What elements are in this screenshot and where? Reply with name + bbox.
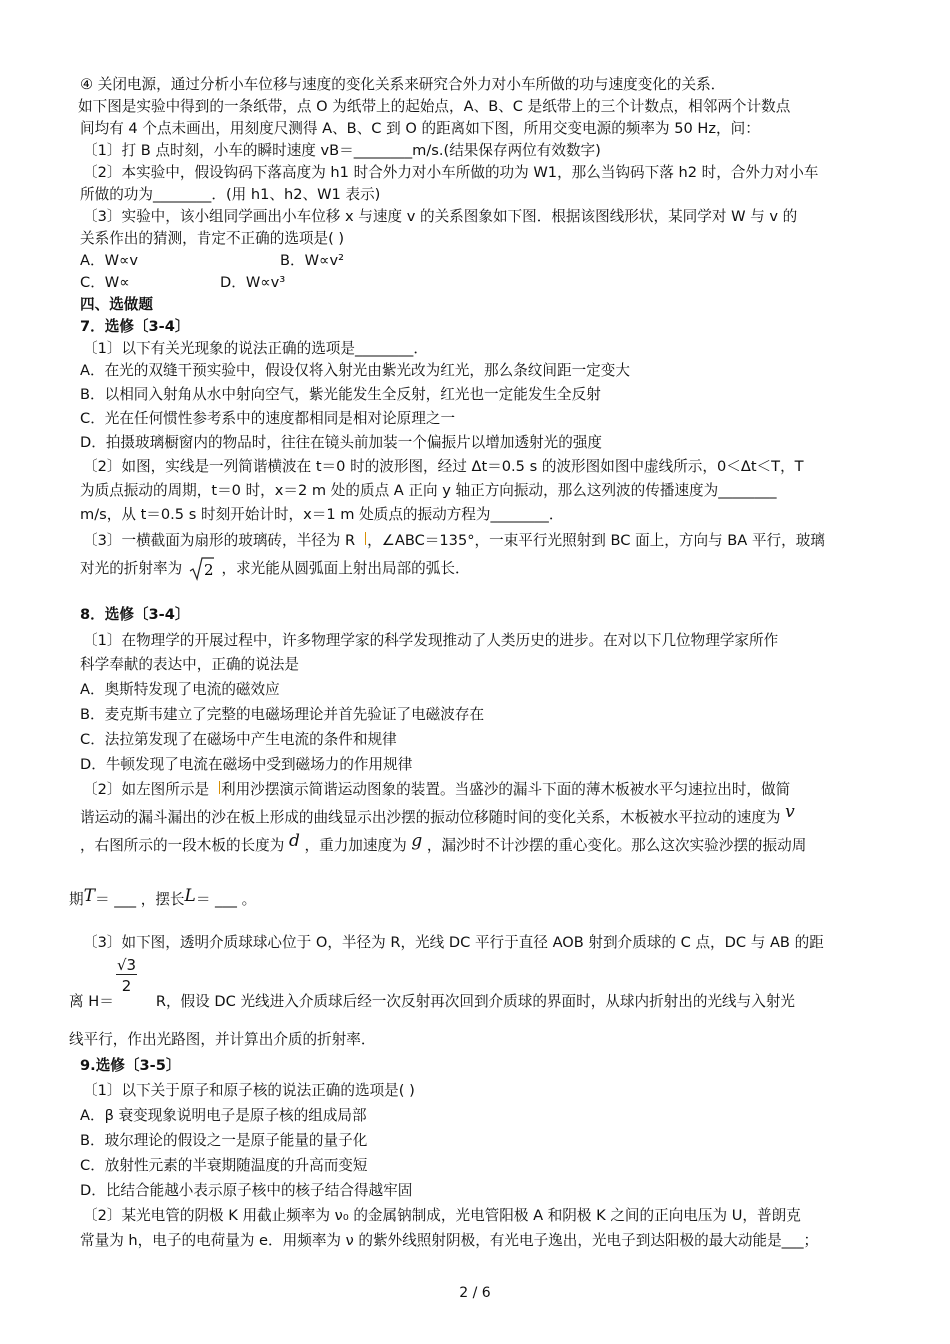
q8-1-option-d: D．牛顿发现了电流在磁场中受到磁场力的作用规律 xyxy=(80,756,413,773)
q8-2-text-g: 期 xyxy=(69,891,84,908)
symbol-L: L xyxy=(184,886,196,906)
q8-1-option-c: C．法拉第发现了在磁场中产生电流的条件和规律 xyxy=(80,731,397,748)
q8-1-option-b: B．麦克斯韦建立了完整的电磁场理论并首先验证了电磁波存在 xyxy=(80,706,485,723)
q8-3-stem: 〔3〕如下图，透明介质球球心位于 O，半径为 R，光线 DC 平行于直径 AOB 射到介质球的 C 点，DC 与 AB 的距 xyxy=(83,934,824,951)
q7-1-option-c: C．光在任何惯性参考系中的速度都相同是相对论原理之一 xyxy=(80,410,456,427)
q7-3-text-a: 〔3〕一横截面为扇形的玻璃砖，半径为 R xyxy=(83,532,356,549)
page-number: 2 / 6 xyxy=(459,1285,491,1301)
symbol-T: T xyxy=(83,886,95,906)
equals-1: ＝ xyxy=(94,891,110,908)
q7-3-text-b: ，∠ABC＝135°，一束平行光照射到 BC 面上，方向与 BA 平行，玻璃 xyxy=(367,532,825,549)
q7-2-stem-2: 为质点振动的周期，t＝0 时，x＝2 m 处的质点 A 正向 y 轴正方向振动，那么这列波的传播速度为________ xyxy=(80,482,777,499)
cursor-mark-icon xyxy=(355,530,367,552)
question-9-title: 9.选修〔3-5〕 xyxy=(80,1057,181,1074)
sqrt-2-symbol xyxy=(189,556,215,582)
q8-2-text-f: ，漏沙时不计沙摆的重心变化。那么这次实验沙摆的振动周 xyxy=(426,837,807,854)
option-a: A．W∝v xyxy=(80,252,139,269)
options-cd xyxy=(80,272,885,294)
fraction-denominator: 2 xyxy=(121,977,132,995)
equals-2: ＝ xyxy=(195,891,211,908)
option-d: D．W∝v³ xyxy=(220,274,286,291)
q9-1-stem: 〔1〕以下关于原子和原子核的说法正确的选项是( ) xyxy=(83,1082,415,1099)
q8-3-stem-3: 线平行，作出光路图，并计算出介质的折射率． xyxy=(69,1031,376,1048)
q7-1-stem: 〔1〕以下有关光现象的说法正确的选项是________． xyxy=(83,340,428,357)
q7-3-text-d: ，求光能从圆弧面上射出局部的弧长． xyxy=(221,560,470,577)
q8-3-text-b: R，假设 DC 光线进入介质球后经一次反射再次回到介质球的界面时，从球内折射出的光线与入射光 xyxy=(155,993,796,1010)
paper-tape-intro: 如下图是实验中得到的一条纸带，点 O 为纸带上的起始点，A、B、C 是纸带上的三个计数点，相邻两个计数点 xyxy=(78,98,791,115)
symbol-v: v xyxy=(785,802,795,822)
q2-work: 〔2〕本实验中，假设钩码下落高度为 h1 时合外力对小车所做的功为 W1，那么当钩码下落 h2 时，合外力对小车 xyxy=(83,164,819,181)
q7-1-option-d: D．拍摄玻璃橱窗内的物品时，往往在镜头前加装一个偏振片以增加透射光的强度 xyxy=(80,434,603,451)
q8-2-answer-line xyxy=(69,888,874,911)
question-7-title: 7．选修〔3-4〕 xyxy=(80,318,190,335)
q3-graph-2: 关系作出的猜测，肯定不正确的选项是( ) xyxy=(80,230,345,247)
q7-3-text-c: 对光的折射率为 xyxy=(80,560,183,577)
q9-1-option-c: C．放射性元素的半衰期随温度的升高而变短 xyxy=(80,1157,368,1174)
q8-2-text-b: 利用沙摆演示简谐运动图象的装置。当盛沙的漏斗下面的薄木板被水平匀速拉出时，做简 xyxy=(221,781,791,798)
q8-2-stem-2 xyxy=(80,802,885,829)
fraction-numerator: √3 xyxy=(117,956,137,974)
symbol-g: g xyxy=(411,831,423,851)
q8-2-text-h: ___ ，摆长 xyxy=(109,891,185,908)
sqrt-2-radicand: 2 xyxy=(203,561,214,579)
q8-2-stem-3 xyxy=(80,831,885,857)
q9-1-option-a: A．β 衰变现象说明电子是原子核的组成局部 xyxy=(80,1107,367,1124)
q7-1-option-a: A．在光的双缝干预实验中，假设仅将入射光由紫光改为红光，那么条纹间距一定变大 xyxy=(80,362,630,379)
q9-2-stem-2: 常量为 h，电子的电荷量为 e．用频率为 ν 的紫外线照射阴极，有光电子逸出，光电子到达阳极的最大动能是___； xyxy=(80,1232,819,1249)
option-b: B．W∝v² xyxy=(280,252,344,269)
options-ab xyxy=(80,250,885,272)
q7-3-stem xyxy=(83,530,888,552)
question-8-title: 8．选修〔3-4〕 xyxy=(80,606,190,623)
q8-2-text-c: 谐运动的漏斗漏出的沙在板上形成的曲线显示出沙摆的振动位移随时间的变化关系，木板被水平拉动的速度为 xyxy=(80,809,781,826)
q9-2-stem: 〔2〕某光电管的阴极 K 用截止频率为 ν₀ 的金属钠制成，光电管阳极 A 和阴极 K 之间的正向电压为 U，普朗克 xyxy=(83,1207,801,1224)
q7-2-stem-3: m/s，从 t＝0.5 s 时刻开始计时，x＝1 m 处质点的振动方程为________． xyxy=(80,506,564,523)
section-heading: 四、选做题 xyxy=(80,296,153,313)
step-4: ④ 关闭电源，通过分析小车位移与速度的变化关系来研究合外力对小车所做的功与速度变化的关系． xyxy=(80,76,726,93)
q2-work-2: 所做的功为________．(用 h1、h2、W1 表示) xyxy=(80,186,381,203)
q7-3-stem-2 xyxy=(80,556,885,586)
q8-3-text-a: 离 H＝ xyxy=(69,993,114,1010)
q8-3-stem-2 xyxy=(69,991,874,1013)
q8-1-option-a: A．奥斯特发现了电流的磁效应 xyxy=(80,681,280,698)
q9-1-option-b: B．玻尔理论的假设之一是原子能量的量子化 xyxy=(80,1132,368,1149)
symbol-d: d xyxy=(288,831,300,851)
q8-2-text-i: ___ 。 xyxy=(210,891,257,908)
q8-2-text-a: 〔2〕如左图所示是 xyxy=(83,781,210,798)
cursor-mark-icon xyxy=(209,779,221,801)
q7-2-stem: 〔2〕如图，实线是一列简谐横波在 t＝0 时的波形图，经过 Δt＝0.5 s 的波形图如图中虚线所示，0＜Δt＜T，T xyxy=(83,458,804,475)
q9-1-option-d: D．比结合能越小表示原子核中的核子结合得越牢固 xyxy=(80,1182,413,1199)
q7-1-option-b: B．以相同入射角从水中射向空气，紫光能发生全反射，红光也一定能发生全反射 xyxy=(80,386,601,403)
q8-1-stem: 〔1〕在物理学的开展过程中，许多物理学家的科学发现推动了人类历史的进步。在对以下几位物理学家所作 xyxy=(83,632,779,649)
q8-1-stem-2: 科学奉献的表达中，正确的说法是 xyxy=(80,656,299,673)
q8-2-stem xyxy=(83,779,888,801)
paper-tape-intro-2: 间均有 4 个点未画出，用刻度尺测得 A、B、C 到 O 的距离如下图，所用交变电源的频率为 50 Hz，问： xyxy=(80,120,760,137)
option-c: C．W∝ xyxy=(80,274,130,291)
q8-2-text-d: ，右图所示的一段木板的长度为 xyxy=(80,837,285,854)
q8-2-text-e: ，重力加速度为 xyxy=(304,837,407,854)
q3-graph: 〔3〕实验中，该小组同学画出小车位移 x 与速度 v 的关系图象如下图．根据该图线形状，某同学对 W 与 v 的 xyxy=(83,208,798,225)
q1-velocity: 〔1〕打 B 点时刻，小车的瞬时速度 vB＝________m/s.(结果保存两位有效数字) xyxy=(83,142,601,159)
fraction-sqrt3-over-2 xyxy=(116,956,137,995)
